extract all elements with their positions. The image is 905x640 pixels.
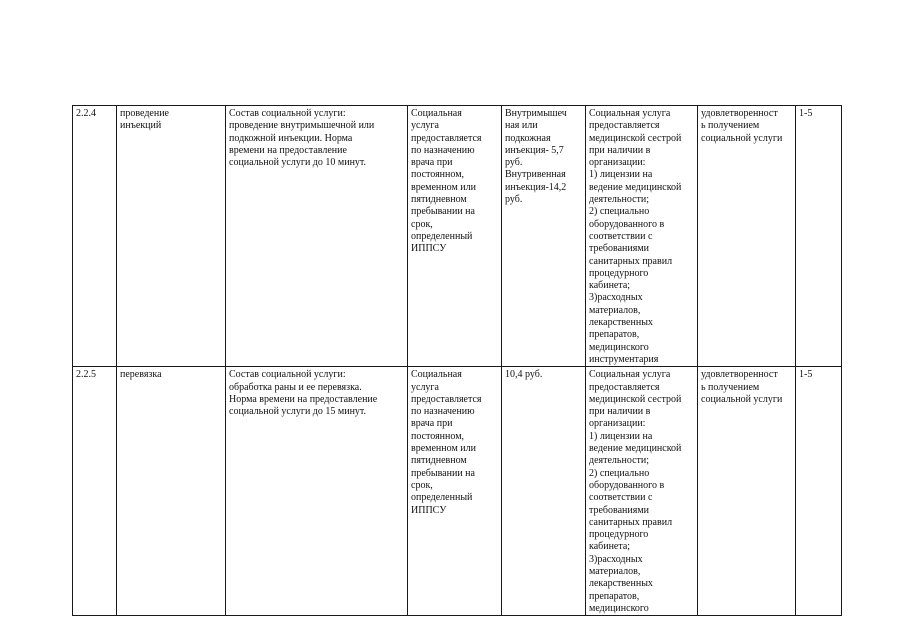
- cell-requirements: Социальная услуга предоставляется медицинской сестрой при наличии в организации: 1) лицензии на ведение медицинской деятельности; 2) специально оборудованного в соответствии с требованиями санитарных правил процедурного кабинета; 3)расходных материалов, лекарственных препаратов, медицинского инструментария: [586, 106, 698, 367]
- cell-conditions: Социальная услуга предоставляется по назначению врача при постоянном, временном или пятидневном пребывании на срок, определенный ИППСУ: [408, 106, 502, 367]
- cell-rating: 1-5: [796, 367, 842, 616]
- cell-code: 2.2.5: [73, 367, 117, 616]
- cell-price: 10,4 руб.: [502, 367, 586, 616]
- cell-evaluation: удовлетворенност ь получением социальной услуги: [698, 367, 796, 616]
- cell-code: 2.2.4: [73, 106, 117, 367]
- table-row: [73, 367, 842, 616]
- cell-service: проведение инъекций: [117, 106, 226, 367]
- cell-service: перевязка: [117, 367, 226, 616]
- cell-content: Состав социальной услуги: обработка раны и ее перевязка. Норма времени на предоставление социальной услуги до 15 минут.: [226, 367, 408, 616]
- cell-conditions: Социальная услуга предоставляется по назначению врача при постоянном, временном или пятидневном пребывании на срок, определенный ИППСУ: [408, 367, 502, 616]
- cell-rating: 1-5: [796, 106, 842, 367]
- cell-content: Состав социальной услуги: проведение внутримышечной или подкожной инъекции. Норма времени на предоставление социальной услуги до 10 минут.: [226, 106, 408, 367]
- cell-price: Внутримышеч ная или подкожная инъекция- 5,7 руб. Внутривенная инъекция-14,2 руб.: [502, 106, 586, 367]
- services-table: [72, 105, 842, 616]
- cell-requirements: Социальная услуга предоставляется медицинской сестрой при наличии в организации: 1) лицензии на ведение медицинской деятельности; 2) специально оборудованного в соответствии с требованиями санитарных правил процедурного кабинета; 3)расходных материалов, лекарственных препаратов, медицинского: [586, 367, 698, 616]
- cell-evaluation: удовлетворенност ь получением социальной услуги: [698, 106, 796, 367]
- table-row: [73, 106, 842, 367]
